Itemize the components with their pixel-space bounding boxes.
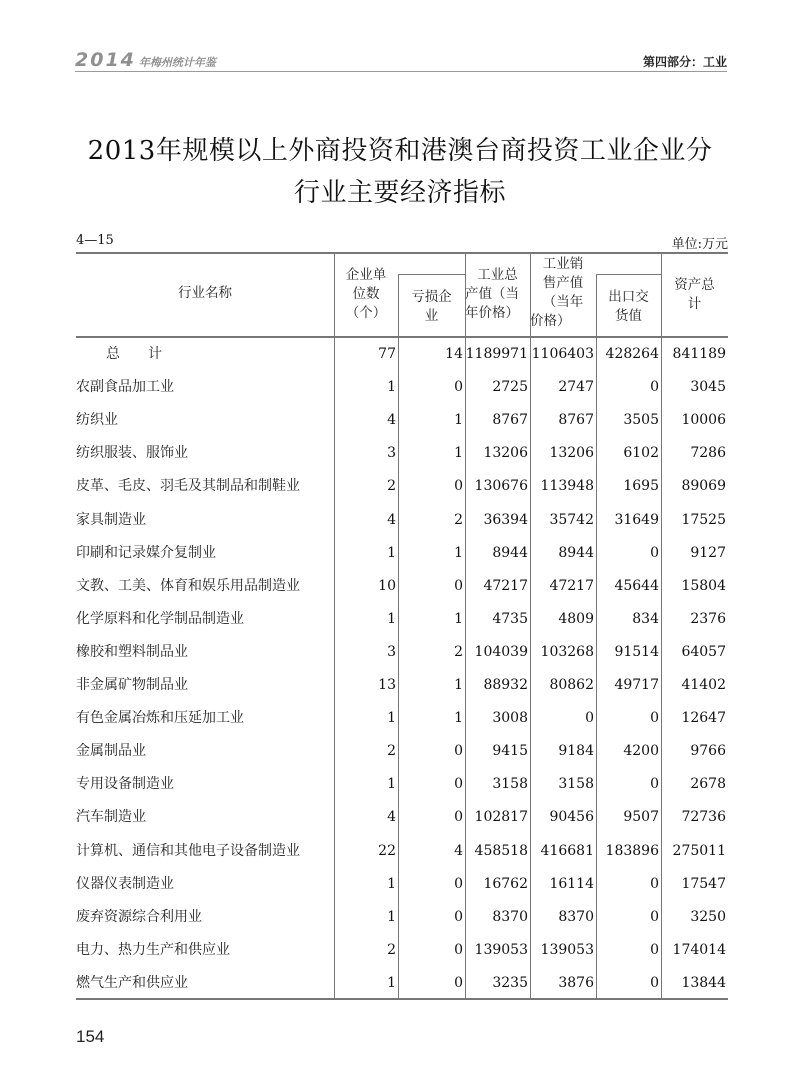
cell-sales: 47217 [549,577,594,594]
cell-units: 4 [387,809,396,826]
cell-units: 1 [387,610,396,627]
cell-assets: 15804 [681,577,726,594]
table-row [76,504,728,537]
cell-assets: 64057 [681,643,726,660]
cell-sales: 113948 [540,478,594,495]
sub-header-rule-export [596,274,661,275]
cell-units: 77 [378,346,396,362]
table-row [76,636,728,669]
industry-name: 电力、热力生产和供应业 [76,941,230,958]
header-industry-name-text: 行业名称 [178,285,232,301]
table-row [76,835,728,868]
cell-sales: 8370 [558,908,594,925]
cell-units: 1 [387,875,396,892]
industry-name: 仪器仪表制造业 [76,875,174,892]
page-number: 154 [76,1027,105,1046]
cell-export: 91514 [614,643,659,660]
section-label: 第四部分：工业 [642,55,727,69]
cell-assets: 13844 [681,974,726,991]
cell-export: 0 [650,875,659,892]
cell-loss: 4 [454,842,463,859]
cell-assets: 7286 [690,445,726,462]
industry-name: 汽车制造业 [76,809,146,826]
table-row [76,603,728,636]
cell-sales: 35742 [549,511,594,528]
cell-assets: 10006 [681,412,726,429]
header-enterprise-units [334,266,398,323]
running-head [75,46,727,72]
cell-export: 183896 [605,842,659,859]
cell-output: 16762 [483,875,528,892]
cell-output: 458518 [474,842,528,859]
cell-output: 88932 [483,677,528,693]
cell-output: 2725 [492,379,528,396]
cell-loss: 0 [454,743,463,760]
table-row [76,768,728,801]
industry-name: 纺织业 [76,412,118,429]
cell-output: 13206 [483,445,528,462]
industry-name: 总 计 [106,346,162,362]
cell-sales: 3876 [558,974,594,991]
industry-name: 纺织服装、服饰业 [76,445,188,462]
yearbook-year: 2014 [75,49,136,71]
page-title-line-2: 行业主要经济指标 [293,178,506,208]
cell-assets: 9127 [690,544,726,561]
yearbook-logo [75,49,216,71]
cell-export: 0 [650,941,659,958]
cell-output: 139053 [474,941,528,958]
cell-assets: 12647 [681,710,726,727]
header-text-line: 资产总 [674,277,715,293]
cell-sales: 16114 [549,875,594,892]
cell-sales: 1106403 [531,346,594,362]
cell-output: 3158 [492,776,528,793]
cell-output: 8944 [492,544,528,561]
cell-assets: 3250 [690,908,726,925]
header-text-line: 工业销 [542,256,584,272]
cell-sales: 8944 [558,544,594,561]
cell-assets: 41402 [681,677,726,693]
cell-sales: 80862 [549,677,594,693]
table-row [76,702,728,735]
header-text-line: 年价格） [465,305,519,321]
industry-name: 橡胶和塑料制品业 [76,643,188,660]
cell-loss: 1 [454,610,463,627]
cell-loss: 0 [454,875,463,892]
cell-export: 0 [650,908,659,925]
header-text-line: 业 [424,308,439,324]
cell-units: 22 [378,842,396,859]
cell-loss: 0 [454,974,463,991]
cell-export: 0 [650,776,659,793]
header-text-line: 产值（当 [465,286,519,302]
cell-loss: 1 [454,544,463,561]
cell-loss: 1 [454,445,463,462]
cell-assets: 841189 [672,346,726,362]
table-row [76,901,728,934]
cell-export: 45644 [614,577,659,594]
cell-sales: 0 [585,710,594,727]
cell-loss: 1 [454,677,463,693]
cell-output: 3235 [492,974,528,991]
header-text-line: 售产值 [542,275,584,291]
cell-export: 6102 [623,445,659,462]
header-text-line: 企业单 [345,267,387,283]
header-export-value [596,288,661,326]
cell-loss: 0 [454,379,463,396]
header-text-line: 位数 [352,286,380,302]
cell-export: 3505 [623,412,659,429]
cell-loss: 14 [445,346,463,362]
industry-name: 农副食品加工业 [76,379,174,396]
cell-assets: 89069 [681,478,726,495]
cell-assets: 17525 [681,511,726,528]
cell-sales: 139053 [540,941,594,958]
cell-export: 428264 [605,346,659,362]
cell-export: 834 [632,610,659,627]
table-row-total [76,338,728,371]
industry-name: 有色金属冶炼和压延加工业 [76,710,244,727]
header-total-assets [661,276,728,314]
header-text-line: 工业总 [477,267,518,283]
cell-assets: 9766 [690,743,726,760]
cell-loss: 1 [454,412,463,429]
table-row [76,537,728,570]
cell-output: 1189971 [465,346,528,362]
table-row [76,371,728,404]
cell-units: 1 [387,544,396,561]
cell-units: 4 [387,511,396,528]
industry-name: 家具制造业 [76,511,146,528]
cell-export: 0 [650,974,659,991]
cell-export: 31649 [614,511,659,528]
cell-units: 1 [387,776,396,793]
cell-sales: 8767 [558,412,594,429]
table-row [76,437,728,470]
industry-name: 金属制品业 [76,743,146,760]
cell-assets: 2376 [690,610,726,627]
header-text-line: 计 [687,296,702,312]
table-row [76,470,728,503]
table-row [76,801,728,834]
table-id: 4—15 [76,233,114,248]
cell-loss: 2 [454,511,463,528]
cell-sales: 4809 [558,610,594,627]
cell-units: 1 [387,710,396,727]
cell-export: 0 [650,544,659,561]
sub-header-rule-loss [398,274,465,275]
industry-name: 印刷和记录媒介复制业 [76,544,216,561]
cell-loss: 0 [454,478,463,495]
cell-sales: 3158 [558,776,594,793]
cell-loss: 0 [454,908,463,925]
unit-label: 单位:万元 [671,237,728,252]
header-text-line: （当年 [542,294,584,310]
header-industry-name [76,284,334,303]
cell-sales: 90456 [549,809,594,826]
cell-units: 3 [387,445,396,462]
table-row [76,934,728,967]
header-gross-output [465,266,530,323]
header-sales-output [530,255,596,331]
cell-export: 4200 [623,743,659,760]
cell-export: 0 [650,379,659,396]
cell-loss: 0 [454,941,463,958]
cell-loss: 0 [454,809,463,826]
cell-units: 2 [387,743,396,760]
cell-assets: 3045 [690,379,726,396]
cell-assets: 72736 [681,809,726,826]
table-row [76,967,728,1000]
cell-assets: 17547 [681,875,726,892]
cell-units: 2 [387,941,396,958]
cell-assets: 275011 [672,842,726,859]
table-row [76,570,728,603]
cell-units: 1 [387,379,396,396]
cell-assets: 2678 [690,776,726,793]
cell-export: 9507 [623,809,659,826]
cell-sales: 9184 [558,743,594,760]
industry-name: 化学原料和化学制品制造业 [76,610,244,627]
cell-output: 4735 [492,610,528,627]
cell-units: 13 [378,677,396,693]
cell-units: 3 [387,643,396,660]
table-row [76,868,728,901]
industry-name: 皮革、毛皮、羽毛及其制品和制鞋业 [76,478,300,495]
header-loss-enterprises [398,288,465,326]
cell-loss: 0 [454,577,463,594]
industry-name: 计算机、通信和其他电子设备制造业 [76,842,300,859]
cell-output: 104039 [474,643,528,660]
cell-output: 8767 [492,412,528,429]
table-row [76,735,728,768]
header-text-line: 亏损企 [411,289,452,305]
cell-loss: 0 [454,776,463,793]
cell-sales: 103268 [540,643,594,660]
cell-export: 49717 [614,677,659,693]
cell-units: 4 [387,412,396,429]
yearbook-name: 年梅州统计年鉴 [138,56,216,69]
cell-output: 130676 [474,478,528,495]
table-row [76,404,728,437]
cell-units: 2 [387,478,396,495]
page-title-line-1: 2013年规模以上外商投资和港澳台商投资工业企业分 [87,136,713,166]
header-text-line: 价格） [530,313,571,329]
cell-sales: 416681 [540,842,594,859]
cell-assets: 174014 [672,941,726,958]
table-top-rule [76,252,728,254]
industry-name: 非金属矿物制品业 [76,677,188,693]
cell-output: 102817 [474,809,528,826]
cell-sales: 2747 [558,379,594,396]
cell-units: 1 [387,908,396,925]
cell-loss: 2 [454,643,463,660]
cell-output: 47217 [483,577,528,594]
header-text-line: （个） [345,305,387,321]
cell-export: 1695 [623,478,659,495]
cell-export: 0 [650,710,659,727]
cell-output: 9415 [492,743,528,760]
industry-name: 专用设备制造业 [76,776,174,793]
cell-output: 3008 [492,710,528,727]
industry-name: 燃气生产和供应业 [76,974,188,991]
cell-output: 36394 [483,511,528,528]
table-row [76,669,728,702]
data-table [76,252,728,1000]
cell-units: 1 [387,974,396,991]
cell-sales: 13206 [549,445,594,462]
cell-output: 8370 [492,908,528,925]
header-text-line: 货值 [615,308,642,324]
industry-name: 文教、工美、体育和娱乐用品制造业 [76,577,300,594]
header-text-line: 出口交 [608,289,649,305]
cell-loss: 1 [454,710,463,727]
industry-name: 废弃资源综合利用业 [76,908,202,925]
cell-units: 10 [378,577,396,594]
